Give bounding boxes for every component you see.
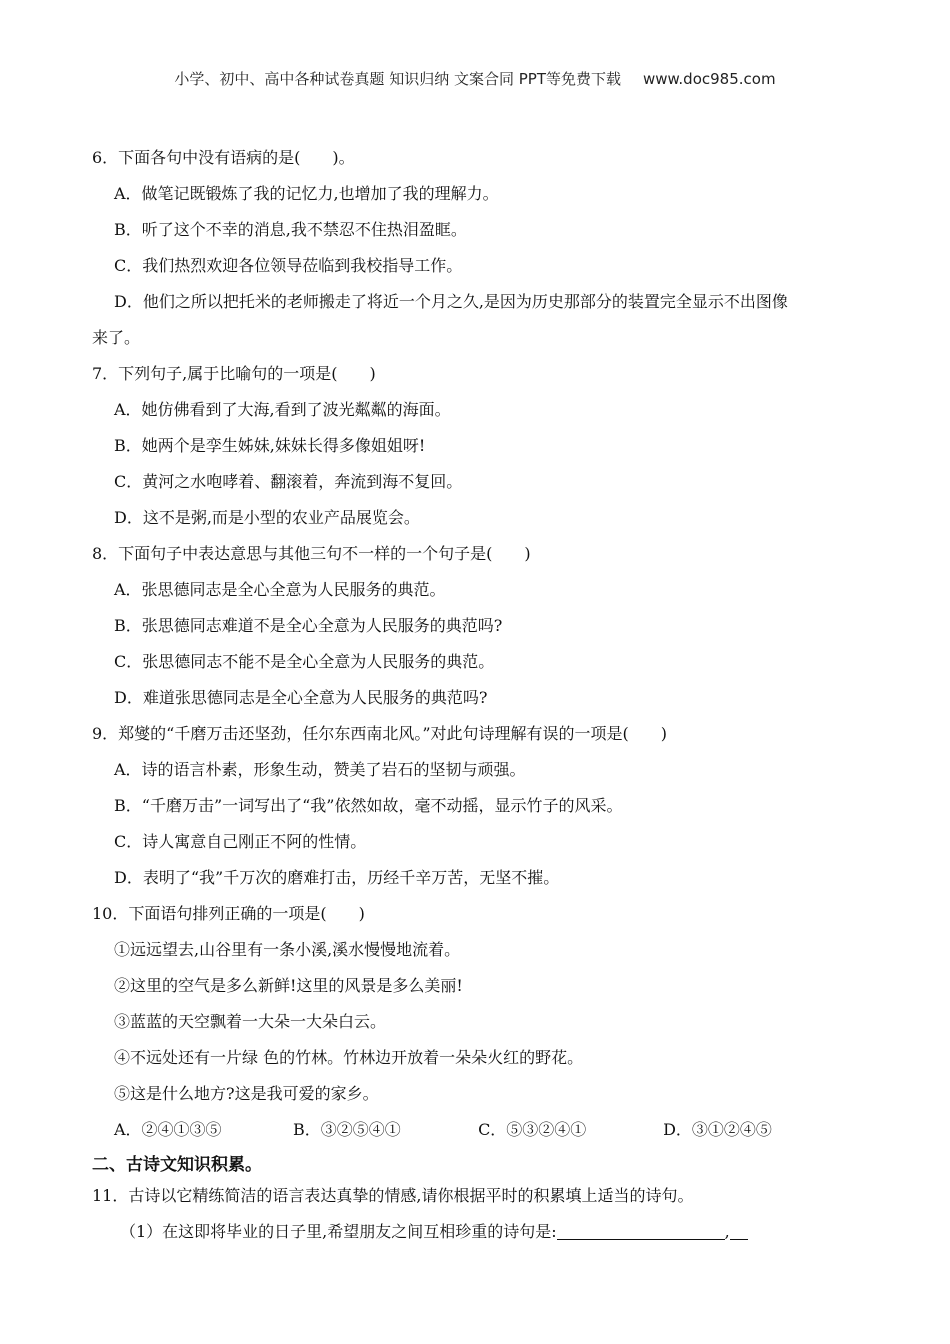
question-7-option-c: C．黄河之水咆哮着、翻滚着，奔流到海不复回。 bbox=[114, 472, 463, 491]
question-10-option-d: D．③①②④⑤ bbox=[663, 1120, 772, 1139]
question-8-option-a: A．张思德同志是全心全意为人民服务的典范。 bbox=[114, 580, 446, 599]
question-8-stem: 8．下面句子中表达意思与其他三句不一样的一个句子是( ) bbox=[92, 544, 531, 563]
question-9-option-b: B．“千磨万击”一词写出了“我”依然如故，毫不动摇，显示竹子的风采。 bbox=[114, 796, 623, 815]
question-7-option-b: B．她两个是孪生姊妹,妹妹长得多像姐姐呀! bbox=[114, 436, 426, 455]
blank-separator: , bbox=[724, 1222, 730, 1241]
question-6-stem: 6．下面各句中没有语病的是( )。 bbox=[92, 148, 355, 167]
question-6-option-b: B．听了这个不幸的消息,我不禁忍不住热泪盈眶。 bbox=[114, 220, 467, 239]
question-11-sub-1-text: （1）在这即将毕业的日子里,希望朋友之间互相珍重的诗句是: bbox=[120, 1222, 557, 1241]
question-11-stem: 11．古诗以它精练简洁的语言表达真挚的情感,请你根据平时的积累填上适当的诗句。 bbox=[92, 1186, 694, 1205]
question-10-sentence-2: ②这里的空气是多么新鲜!这里的风景是多么美丽! bbox=[114, 976, 463, 995]
question-9-stem: 9．郑燮的“千磨万击还坚劲，任尔东西南北风。”对此句诗理解有误的一项是( ) bbox=[92, 724, 668, 743]
page-header bbox=[0, 68, 950, 89]
question-10-option-a: A．②④①③⑤ bbox=[114, 1120, 222, 1139]
question-7-stem: 7．下列句子,属于比喻句的一项是( ) bbox=[92, 364, 376, 383]
question-10-option-c: C．⑤③②④① bbox=[478, 1120, 587, 1139]
question-11-sub-1 bbox=[92, 1212, 862, 1252]
question-7-option-a: A．她仿佛看到了大海,看到了波光粼粼的海面。 bbox=[114, 400, 451, 419]
question-10-stem: 10．下面语句排列正确的一项是( ) bbox=[92, 904, 365, 923]
header-text: 小学、初中、高中各种试卷真题 知识归纳 文案合同 PPT等免费下载 bbox=[174, 70, 621, 88]
answer-blank-2[interactable] bbox=[730, 1223, 748, 1240]
question-10-option-b: B．③②⑤④① bbox=[293, 1120, 401, 1139]
question-6-option-d-continued: 来了。 bbox=[92, 328, 141, 347]
question-6-option-d: D．他们之所以把托米的老师搬走了将近一个月之久,是因为历史那部分的装置完全显示不出图像 bbox=[114, 292, 788, 311]
question-10-sentence-4: ④不远处还有一片绿 色的竹林。竹林边开放着一朵朵火红的野花。 bbox=[114, 1048, 584, 1067]
section-2-title: 二、古诗文知识积累。 bbox=[92, 1155, 262, 1175]
question-6-option-a: A．做笔记既锻炼了我的记忆力,也增加了我的理解力。 bbox=[114, 184, 499, 203]
question-10-sentence-5: ⑤这是什么地方?这是我可爱的家乡。 bbox=[114, 1084, 379, 1103]
question-9-option-d: D．表明了“我”千万次的磨难打击，历经千辛万苦，无坚不摧。 bbox=[114, 868, 560, 887]
question-7-option-d: D．这不是粥,而是小型的农业产品展览会。 bbox=[114, 508, 420, 527]
question-10-sentence-3: ③蓝蓝的天空飘着一大朵一大朵白云。 bbox=[114, 1012, 387, 1031]
question-9-option-c: C．诗人寓意自己刚正不阿的性情。 bbox=[114, 832, 367, 851]
question-8-option-c: C．张思德同志不能不是全心全意为人民服务的典范。 bbox=[114, 652, 495, 671]
question-8-option-b: B．张思德同志难道不是全心全意为人民服务的典范吗? bbox=[114, 616, 503, 635]
question-6-option-c: C．我们热烈欢迎各位领导莅临到我校指导工作。 bbox=[114, 256, 463, 275]
question-8-option-d: D．难道张思德同志是全心全意为人民服务的典范吗? bbox=[114, 688, 488, 707]
question-10-sentence-1: ①远远望去,山谷里有一条小溪,溪水慢慢地流着。 bbox=[114, 940, 461, 959]
exam-content bbox=[92, 140, 862, 1252]
header-site: www.doc985.com bbox=[642, 70, 776, 88]
question-9-option-a: A．诗的语言朴素，形象生动，赞美了岩石的坚韧与顽强。 bbox=[114, 760, 526, 779]
answer-blank-1[interactable] bbox=[557, 1223, 725, 1240]
question-10-options bbox=[92, 1112, 862, 1148]
